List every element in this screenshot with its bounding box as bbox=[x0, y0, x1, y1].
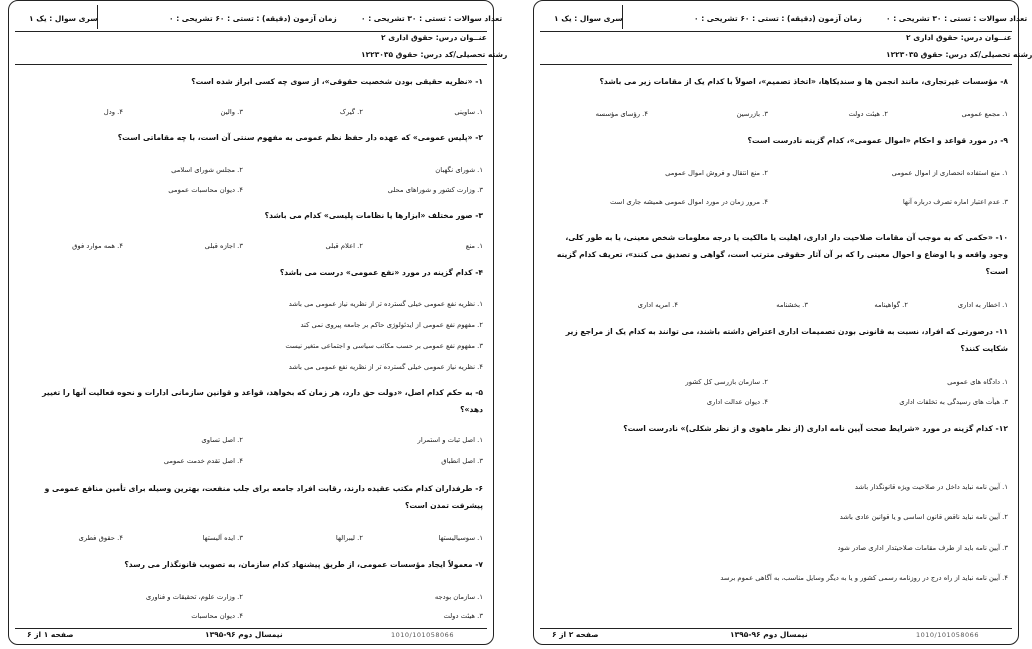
answer-option[interactable]: ۲. مجلس شورای اسلامی bbox=[171, 166, 243, 174]
answer-option[interactable]: ۴. دیوان عدالت اداری bbox=[706, 398, 768, 406]
answer-option[interactable]: ۱. اصل ثبات و استمرار bbox=[417, 436, 483, 444]
header-divider bbox=[622, 5, 623, 29]
answer-option[interactable]: ۲. سازمان بازرسی کل کشور bbox=[685, 378, 768, 386]
question-text: ۲- «پلیس عمومی» که عهده دار حفظ نظم عمومی به مفهوم سنتی آن است، با چه مقاماتی است؟ bbox=[117, 133, 483, 142]
exam-code: 1010/101058066 bbox=[391, 631, 454, 639]
answer-option[interactable]: ۴. همه موارد فوق bbox=[72, 242, 123, 250]
page-footer bbox=[9, 626, 493, 644]
course-code: رشته تحصیلی/کد درس: حقوق ۱۲۲۳۰۳۵ bbox=[886, 50, 1032, 59]
answer-option[interactable]: ۲. هیئت دولت bbox=[848, 110, 888, 118]
answer-option[interactable]: ۳. عدم اعتبار اماره تصرف درباره آنها bbox=[902, 198, 1008, 206]
answer-option[interactable]: ۳. ایده آلیستها bbox=[202, 534, 243, 542]
answer-option[interactable]: ۱. منع استفاده انحصاری از اموال عمومی bbox=[891, 169, 1008, 177]
question-text: ۳- صور مختلف «ابزارها یا نظامات پلیسی» کدام می باشد؟ bbox=[264, 211, 483, 220]
exam-page-1 bbox=[8, 0, 508, 645]
answer-option[interactable]: ۴. حقوق فطری bbox=[78, 534, 123, 542]
answer-option[interactable]: ۳. بازرسین bbox=[736, 110, 768, 118]
answer-option[interactable]: ۳. وزارت کشور و شوراهای محلی bbox=[387, 186, 483, 194]
answer-option[interactable]: ۳. اصل انطباق bbox=[441, 457, 483, 465]
answer-option[interactable]: ۲. گواهینامه bbox=[874, 301, 908, 309]
answer-option[interactable]: ۱. منع bbox=[465, 242, 483, 250]
header-rule bbox=[15, 64, 487, 65]
answer-option[interactable]: ۲. اعلام قبلی bbox=[325, 242, 363, 250]
question-text: ۱۰- «حکمی که به موجب آن مقامات صلاحیت دار اداری، اهلیت یا مالکیت یا درجه معلومات شخص معینی، یا به طور کلی، وجود واقعه و یا اوضاع و احوال معینی را که بر آن آثار حقوقی مترتب است، گواهی و تصدیق می کنند»، تعریف کدام گزینه است؟ bbox=[556, 233, 1008, 276]
answer-option[interactable]: ۳. بخشنامه bbox=[776, 301, 808, 309]
answer-option[interactable]: ۱. آیین نامه نباید داخل در صلاحیت ویژه قانونگذار باشد bbox=[854, 483, 1008, 491]
answer-option[interactable]: ۲. لیبرالها bbox=[335, 534, 363, 542]
question-text: ۵- به حکم کدام اصل، «دولت حق دارد، هر زمان که بخواهد، قواعد و قوانین سازمانی ادارات و نحوه فعالیت آنها را تغییر دهد»؟ bbox=[42, 388, 483, 414]
answer-option[interactable]: ۳. اجازه قبلی bbox=[204, 242, 243, 250]
series-label: سری سوال : یک ۱ bbox=[554, 14, 623, 23]
question-text: ۱۲- کدام گزینه در مورد «شرایط صحت آیین نامه اداری (از نظر ماهوی و از نظر شکلی)» نادرست است؟ bbox=[623, 424, 1008, 433]
exam-time-label: زمان آزمون (دقیقه) : تستی : ۶۰ تشریحی : ۰ bbox=[169, 14, 337, 23]
answer-option[interactable]: ۴. ودل bbox=[103, 108, 123, 116]
course-code: رشته تحصیلی/کد درس: حقوق ۱۲۲۳۰۳۵ bbox=[361, 50, 508, 59]
answer-option[interactable]: ۴. مرور زمان در مورد اموال عمومی همیشه جاری است bbox=[609, 198, 768, 206]
answer-option[interactable]: ۴. امریه اداری bbox=[637, 301, 678, 309]
page-footer bbox=[534, 626, 1018, 644]
answer-option[interactable]: ۲. مفهوم نفع عمومی از ایدئولوژی حاکم بر جامعه پیروی نمی کند bbox=[300, 321, 483, 329]
answer-option[interactable]: ۴. اصل تقدم خدمت عمومی bbox=[163, 457, 243, 465]
answer-option[interactable]: ۲. اصل تساوی bbox=[201, 436, 243, 444]
page-header bbox=[534, 1, 1032, 65]
page-header bbox=[9, 1, 508, 65]
question-count-label: تعداد سوالات : تستی : ۳۰ تشریحی : ۰ bbox=[886, 14, 1028, 23]
answer-option[interactable]: ۲. آیین نامه نباید ناقض قانون اساسی و یا قوانین عادی باشد bbox=[839, 513, 1008, 521]
answer-option[interactable]: ۴. دیوان محاسبات bbox=[191, 612, 243, 620]
page-number: صفحه ۱ از ۶ bbox=[27, 630, 74, 639]
header-divider bbox=[97, 5, 98, 29]
answer-option[interactable]: ۲. وزارت علوم، تحقیقات و فناوری bbox=[145, 593, 243, 601]
answer-option[interactable]: ۱. نظریه نفع عمومی خیلی گسترده تر از نظریه نیاز عمومی می باشد bbox=[288, 300, 483, 308]
header-rule bbox=[15, 31, 487, 32]
header-rule bbox=[540, 64, 1012, 65]
answer-option[interactable]: ۱. اخطار به اداری bbox=[957, 301, 1008, 309]
question-text: ۸- مؤسسات غیرتجاری، مانند انجمن ها و سندیکاها، «اتخاذ تصمیم»، اصولاً با کدام یک از مقامات زیر می باشد؟ bbox=[599, 77, 1008, 86]
semester-label: نیمسال دوم ۹۶-۱۳۹۵ bbox=[730, 630, 808, 639]
question-text: ۷- معمولاً ایجاد مؤسسات عمومی، از طریق پیشنهاد کدام سازمان، به تصویب قانونگذار می رسد؟ bbox=[124, 560, 483, 569]
answer-option[interactable]: ۱. ساوینی bbox=[454, 108, 483, 116]
semester-label: نیمسال دوم ۹۶-۱۳۹۵ bbox=[205, 630, 283, 639]
exam-page-2 bbox=[533, 0, 1032, 645]
answer-option[interactable]: ۱. سوسیالیستها bbox=[438, 534, 483, 542]
question-count-label: تعداد سوالات : تستی : ۳۰ تشریحی : ۰ bbox=[361, 14, 503, 23]
question-text: ۹- در مورد قواعد و احکام «اموال عمومی»، کدام گزینه نادرست است؟ bbox=[747, 136, 1008, 145]
answer-option[interactable]: ۱. سازمان بودجه bbox=[434, 593, 483, 601]
answer-option[interactable]: ۱. مجمع عمومی bbox=[961, 110, 1008, 118]
course-title: عنــوان درس: حقوق اداری ۲ bbox=[906, 33, 1012, 42]
answer-option[interactable]: ۴. دیوان محاسبات عمومی bbox=[168, 186, 243, 194]
answer-option[interactable]: ۴. آیین نامه نباید از راه درج در روزنامه رسمی کشور و یا به دیگر وسایل مناسب، به آگاهی عموم برسد bbox=[720, 574, 1008, 582]
answer-option[interactable]: ۲. گیرک bbox=[339, 108, 363, 116]
question-text: ۱- «نظریه حقیقی بودن شخصیت حقوقی»، از سوی چه کسی ابراز شده است؟ bbox=[191, 77, 483, 86]
answer-option[interactable]: ۳. آیین نامه باید از طرف مقامات صلاحیتدار اداری صادر شود bbox=[837, 544, 1008, 552]
course-title: عنــوان درس: حقوق اداری ۲ bbox=[381, 33, 487, 42]
question-text: ۱۱- درصورتی که افراد، نسبت به قانونی بودن تصمیمات اداری اعتراض داشته باشند، می توانند به کدام یک از مراجع زیر شکایت کنند؟ bbox=[565, 327, 1008, 353]
series-label: سری سوال : یک ۱ bbox=[29, 14, 98, 23]
exam-time-label: زمان آزمون (دقیقه) : تستی : ۶۰ تشریحی : ۰ bbox=[694, 14, 862, 23]
answer-option[interactable]: ۳. هیأت های رسیدگی به تخلفات اداری bbox=[899, 398, 1008, 406]
answer-option[interactable]: ۴. رؤسای مؤسسه bbox=[595, 110, 648, 118]
answer-option[interactable]: ۲. منع انتقال و فروش اموال عمومی bbox=[665, 169, 768, 177]
page-number: صفحه ۲ از ۶ bbox=[552, 630, 599, 639]
question-text: ۴- کدام گزینه در مورد «نفع عمومی» درست می باشد؟ bbox=[279, 268, 483, 277]
header-rule bbox=[540, 31, 1012, 32]
answer-option[interactable]: ۳. مفهوم نفع عمومی بر حسب مکاتب سیاسی و اجتماعی متغیر نیست bbox=[285, 342, 483, 350]
answer-option[interactable]: ۱. شورای نگهبان bbox=[435, 166, 483, 174]
answer-option[interactable]: ۴. نظریه نیاز عمومی خیلی گسترده تر از نظریه نفع عمومی می باشد bbox=[288, 363, 483, 371]
question-text: ۶- طرفداران کدام مکتب عقیده دارند، رقابت افراد جامعه برای جلب منفعت، بهترین وسیله برای تأمین منافع عمومی و پیشرفت تمدن است؟ bbox=[44, 484, 483, 510]
answer-option[interactable]: ۳. والین bbox=[220, 108, 243, 116]
exam-code: 1010/101058066 bbox=[916, 631, 979, 639]
answer-option[interactable]: ۱. دادگاه های عمومی bbox=[947, 378, 1008, 386]
answer-option[interactable]: ۳. هیئت دولت bbox=[443, 612, 483, 620]
